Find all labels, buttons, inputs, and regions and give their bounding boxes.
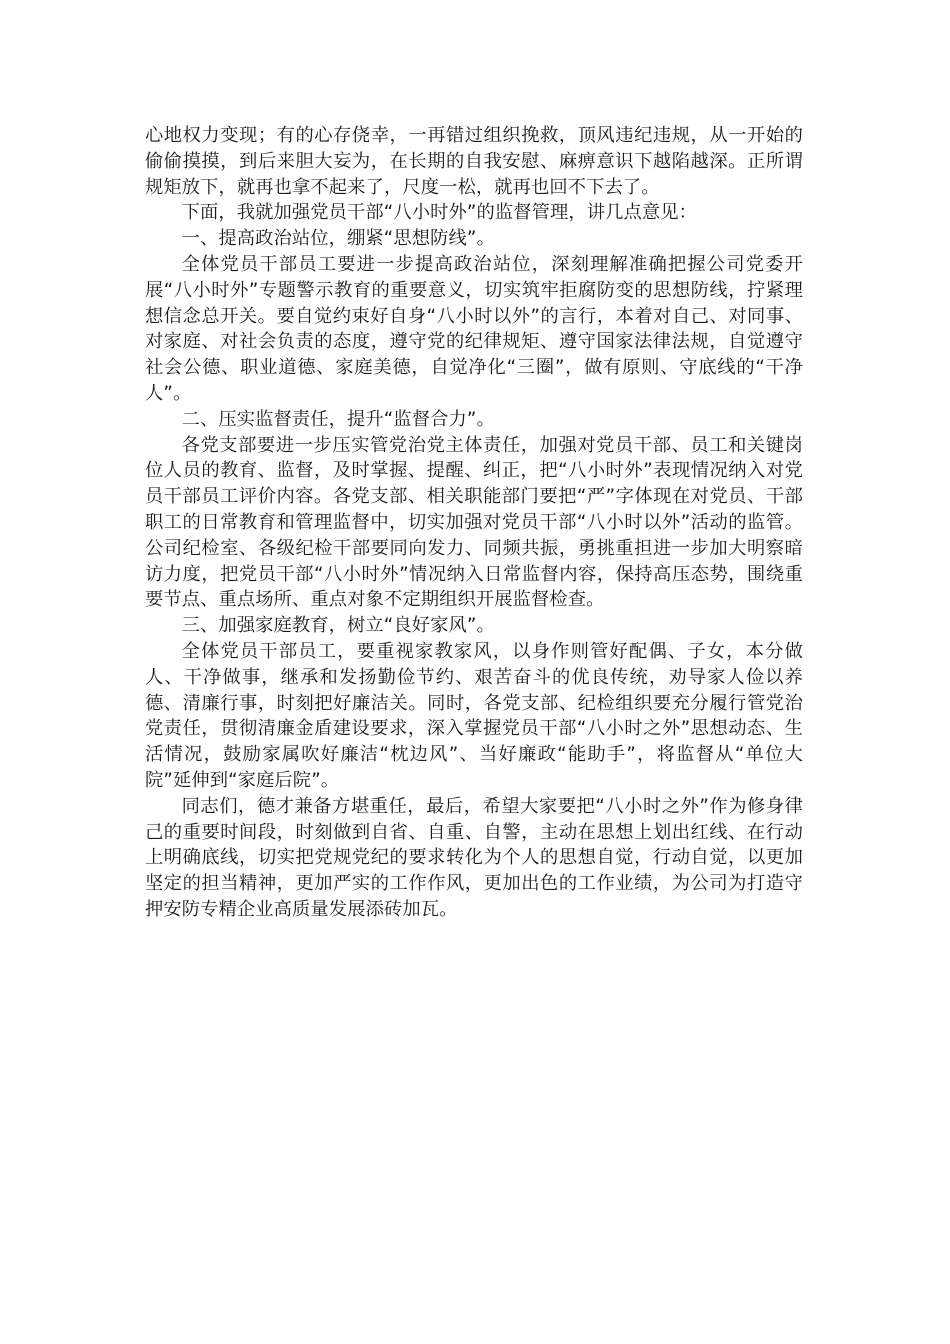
section-heading-3: 三、加强家庭教育，树立“良好家风”。: [181, 615, 495, 637]
document-body: [145, 123, 803, 923]
section-heading-2: 二、压实监督责任，提升“监督合力”。: [181, 408, 495, 430]
paragraph-section-2: 各党支部要进一步压实管党治党主体责任，加强对党员干部、员工和关键岗位人员的教育、监督，及时掌握、提醒、纠正，把“八小时外”表现情况纳入对党员干部员工评价内容。各党支部、相关职能部门要把“严”字体现在对党员、干部职工的日常教育和管理监督中，切实加强对党员干部“八小时以外”活动的监管。公司纪检室、各级纪检干部要同向发力、同频共振，勇挑重担进一步加大明察暗访力度，把党员干部“八小时外”情况纳入日常监督内容，保持高压态势，围绕重要节点、重点场所、重点对象不定期组织开展监督检查。: [145, 434, 803, 611]
section-heading-1: 一、提高政治站位，绷紧“思想防线”。: [181, 228, 495, 250]
paragraph-closing: 同志们，德才兼备方堪重任，最后，希望大家要把“八小时之外”作为修身律己的重要时间段，时刻做到自省、自重、自警，主动在思想上划出红线、在行动上明确底线，切实把党规党纪的要求转化为个人的思想自觉，行动自觉，以更加坚定的担当精神，更加严实的工作作风，更加出色的工作业绩，为公司为打造守押安防专精企业高质量发展添砖加瓦。: [145, 795, 803, 920]
paragraph-section-1: 全体党员干部员工要进一步提高政治站位，深刻理解准确把握公司党委开展“八小时外”专题警示教育的重要意义，切实筑牢拒腐防变的思想防线，拧紧理想信念总开关。要自觉约束好自身“八小时以外”的言行，本着对自己、对同事、对家庭、对社会负责的态度，遵守党的纪律规矩、遵守国家法律法规，自觉遵守社会公德、职业道德、家庭美德，自觉净化“三圈”，做有原则、守底线的“干净人”。: [145, 253, 803, 404]
paragraph-section-3: 全体党员干部员工，要重视家教家风，以身作则管好配偶、子女，本分做人、干净做事，继承和发扬勤俭节约、艰苦奋斗的优良传统，劝导家人俭以养德、清廉行事，时刻把好廉洁关。同时，各党支部、纪检组织要充分履行管党治党责任，贯彻清廉金盾建设要求，深入掌握党员干部“八小时之外”思想动态、生活情况，鼓励家属吹好廉洁“枕边风”、当好廉政“能助手”，将监督从“单位大院”延伸到“家庭后院”。: [145, 640, 803, 791]
paragraph-opening: 下面，我就加强党员干部“八小时外”的监督管理，讲几点意见：: [181, 202, 698, 224]
paragraph-intro-continuation: 心地权力变现；有的心存侥幸，一再错过组织挽救，顶风违纪违规，从一开始的偷偷摸摸，到后来胆大妄为，在长期的自我安慰、麻痹意识下越陷越深。正所谓规矩放下，就再也拿不起来了，尺度一松，就再也回不下去了。: [145, 125, 803, 198]
